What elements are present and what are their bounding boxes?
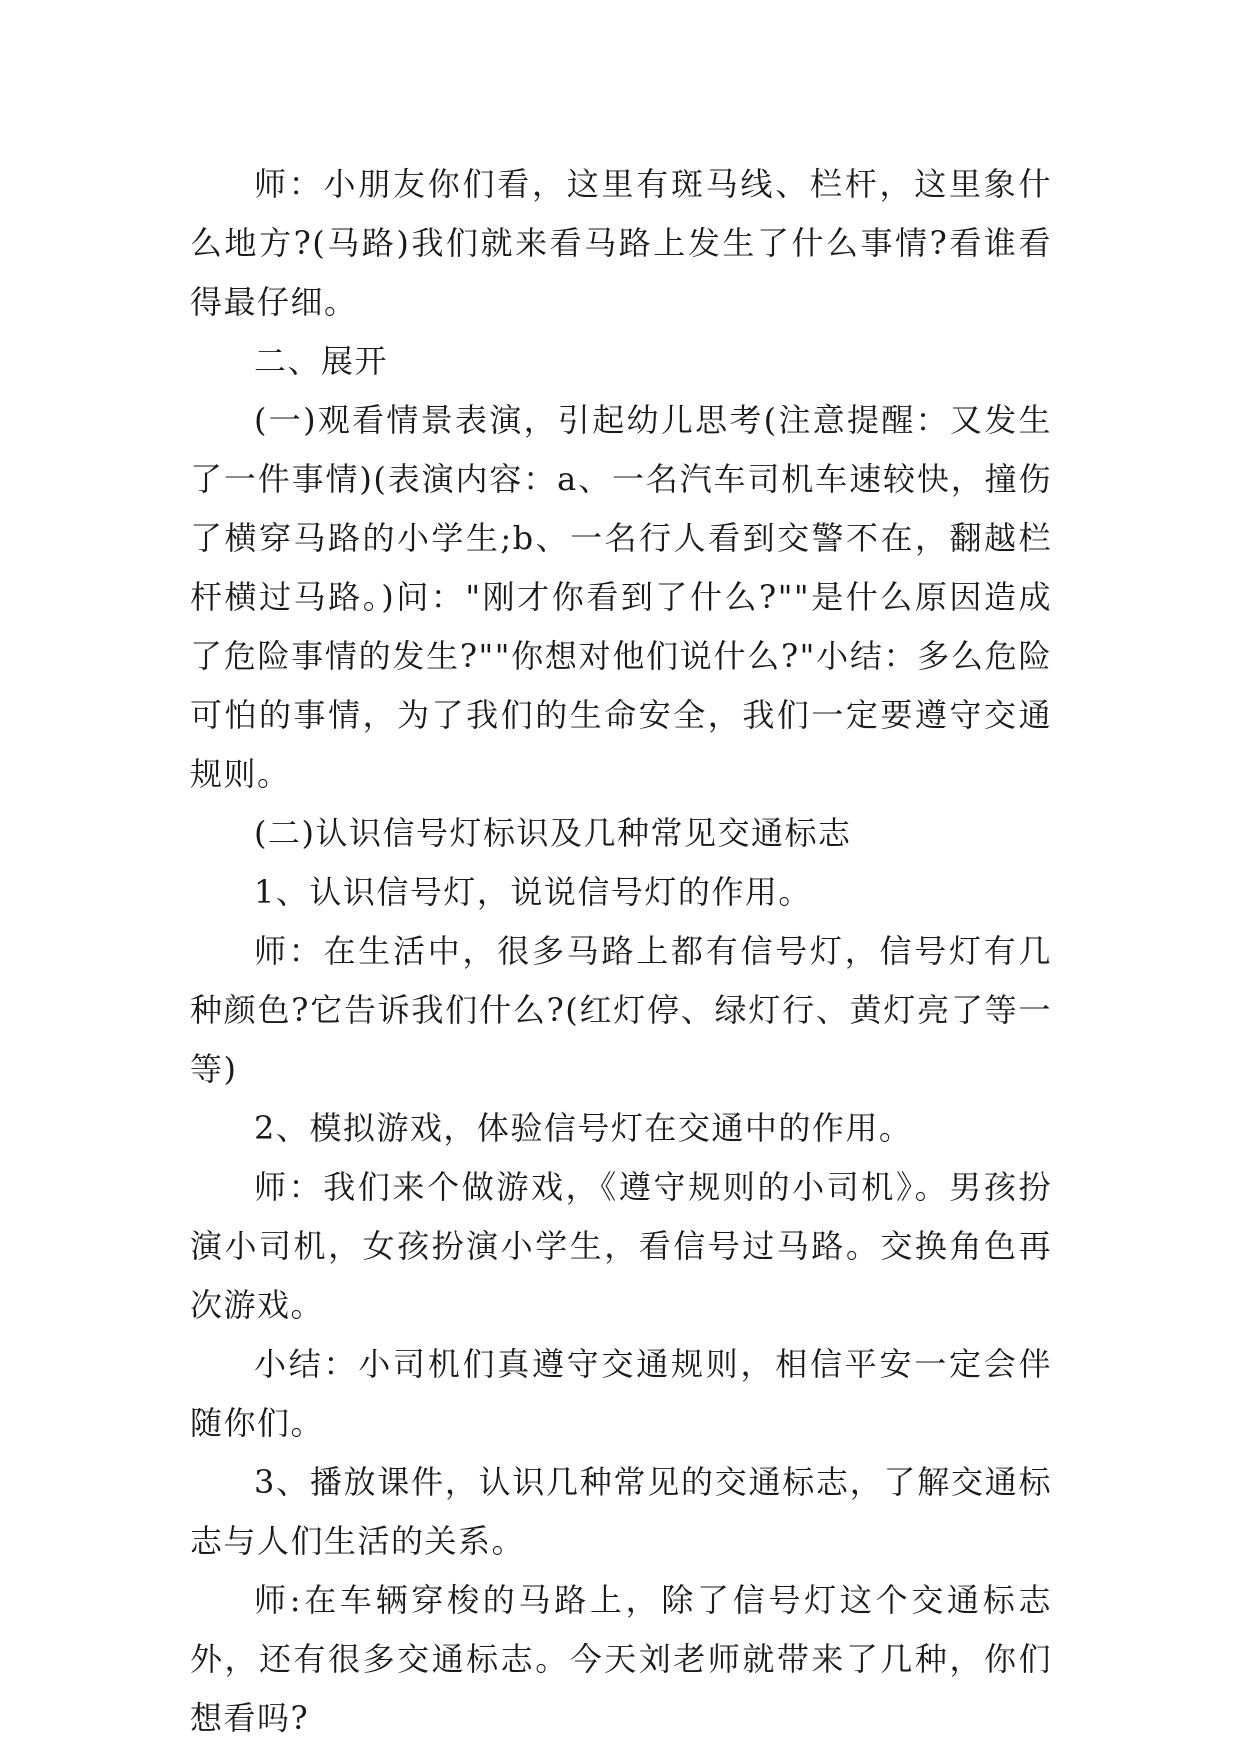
paragraph-game: 师：我们来个做游戏，《遵守规则的小司机》。男孩扮演小司机，女孩扮演小学生，看信号过马路。交换角色再次游戏。 — [190, 1168, 1052, 1324]
subheading-traffic-signs: (二)认识信号灯标识及几种常见交通标志 — [254, 814, 852, 852]
step-1-signal-light: 1、认识信号灯，说说信号灯的作用。 — [254, 873, 812, 911]
step-2-simulation-game: 2、模拟游戏，体验信号灯在交通中的作用。 — [254, 1109, 913, 1147]
section-heading-expand: 二、展开 — [254, 342, 389, 380]
paragraph-signal-colors: 师：在生活中，很多马路上都有信号灯，信号灯有几种颜色?它告诉我们什么?(红灯停、绿灯行、黄灯亮了等一等) — [190, 932, 1052, 1088]
step-3-courseware: 3、播放课件，认识几种常见的交通标志，了解交通标志与人们生活的关系。 — [190, 1463, 1052, 1560]
document-body — [190, 155, 1052, 1748]
paragraph-performance: (一)观看情景表演，引起幼儿思考(注意提醒：又发生了一件事情)(表演内容：a、一名汽车司机车速较快，撞伤了横穿马路的小学生;b、一名行人看到交警不在，翻越栏杆横过马路。)问："刚才你看到了什么?""是什么原因造成了危险事情的发生?""你想对他们说什么?"小结：多么危险可怕的事情，为了我们的生命安全，我们一定要遵守交通规则。 — [190, 401, 1052, 793]
paragraph-traffic-signs: 师:在车辆穿梭的马路上，除了信号灯这个交通标志外，还有很多交通标志。今天刘老师就带来了几种，你们想看吗? — [190, 1581, 1052, 1737]
paragraph-teacher-intro: 师：小朋友你们看，这里有斑马线、栏杆，这里象什么地方?(马路)我们就来看马路上发生了什么事情?看谁看得最仔细。 — [190, 165, 1052, 321]
paragraph-summary: 小结：小司机们真遵守交通规则，相信平安一定会伴随你们。 — [190, 1345, 1052, 1442]
